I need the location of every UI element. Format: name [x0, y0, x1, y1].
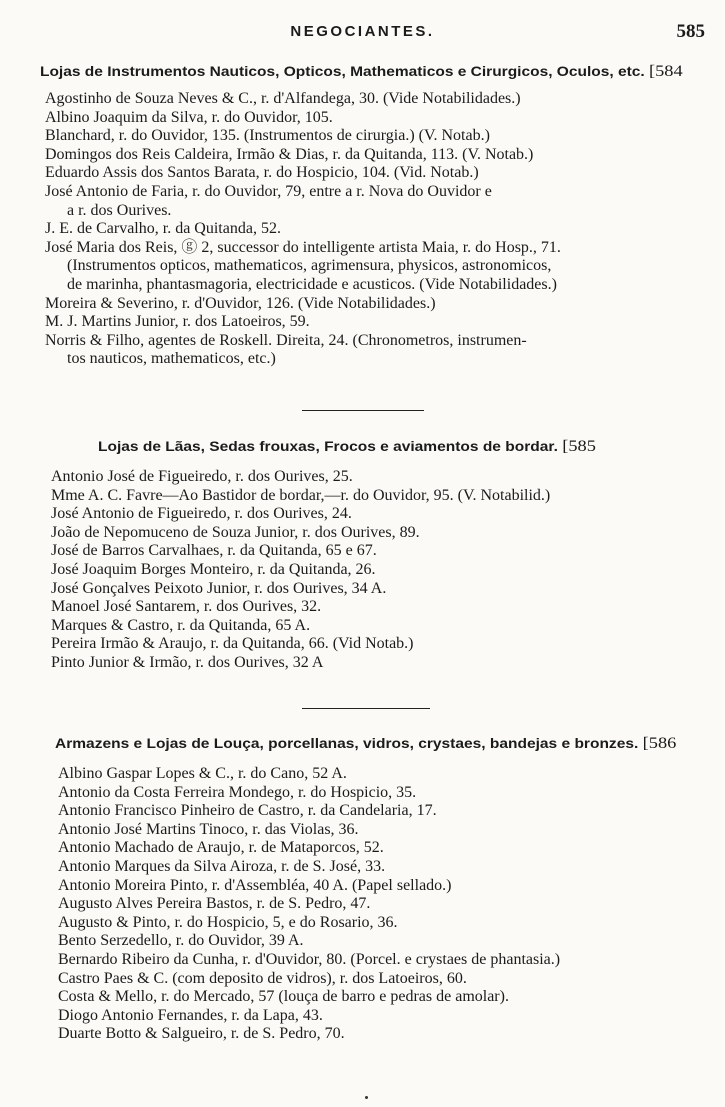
section-heading [98, 438, 596, 456]
list-item: Augusto & Pinto, r. do Hospicio, 5, e do Rosario, 36. [58, 913, 398, 931]
list-item-continuation: de marinha, phantasmagoria, electricidade e acusticos. (Vide Notabilidades.) [67, 275, 557, 293]
list-item: José de Barros Carvalhaes, r. da Quitanda, 65 e 67. [51, 542, 377, 560]
list-item: Albino Joaquim da Silva, r. do Ouvidor, 105. [45, 108, 333, 126]
list-item: Pinto Junior & Irmão, r. dos Ourives, 32 A [51, 653, 324, 671]
list-item: Blanchard, r. do Ouvidor, 135. (Instrumentos de cirurgia.) (V. Notab.) [45, 127, 490, 145]
section-heading-text: Armazens e Lojas de Louça, porcellanas, vidros, crystaes, bandejas e bronzes. [55, 736, 639, 751]
section-ref: [584 [649, 63, 683, 80]
list-item-continuation: tos nauticos, mathematicos, etc.) [67, 350, 276, 368]
list-item: Castro Paes & C. (com deposito de vidros), r. dos Latoeiros, 60. [58, 969, 467, 987]
list-item: Bento Serzedello, r. do Ouvidor, 39 A. [58, 932, 304, 950]
list-item: Costa & Mello, r. do Mercado, 57 (louça de barro e pedras de amolar). [58, 988, 509, 1006]
section-heading-text: Lojas de Instrumentos Nauticos, Opticos, Mathematicos e Cirurgicos, Oculos, etc. [40, 64, 645, 79]
list-item: Albino Gaspar Lopes & C., r. do Cano, 52 A. [58, 765, 347, 782]
list-item: Antonio Francisco Pinheiro de Castro, r. da Candelaria, 17. [58, 802, 437, 820]
list-item: José Antonio de Faria, r. do Ouvidor, 79, entre a r. Nova do Ouvidor e [45, 182, 492, 200]
running-head [0, 23, 725, 45]
list-item: Agostinho de Souza Neves & C., r. d'Alfandega, 30. (Vide Notabilidades.) [45, 90, 521, 107]
section-entries [45, 90, 681, 369]
list-item: Pereira Irmão & Araujo, r. da Quitanda, 66. (Vid Notab.) [51, 635, 414, 653]
list-item: José Maria dos Reis, ⓖ 2, successor do intelligente artista Maia, r. do Hosp., 71. [45, 238, 561, 256]
print-mark [365, 1096, 368, 1099]
list-item: Mme A. C. Favre—Ao Bastidor de bordar,—r. do Ouvidor, 95. (V. Notabilid.) [51, 486, 551, 504]
section-entries [51, 468, 681, 673]
list-item: Moreira & Severino, r. d'Ouvidor, 126. (Vide Notabilidades.) [45, 294, 436, 312]
list-item: Bernardo Ribeiro da Cunha, r. d'Ouvidor, 80. (Porcel. e crystaes de phantasia.) [58, 950, 561, 968]
section-heading [40, 63, 683, 81]
list-item: Antonio Marques da Silva Airoza, r. de S. José, 33. [58, 857, 386, 875]
list-item: Domingos dos Reis Caldeira, Irmão & Dias, r. da Quitanda, 113. (V. Notab.) [45, 145, 534, 163]
list-item: Augusto Alves Pereira Bastos, r. de S. Pedro, 47. [58, 895, 371, 913]
section-divider [302, 410, 424, 411]
list-item: Antonio da Costa Ferreira Mondego, r. do Hospicio, 35. [58, 783, 417, 801]
section-heading [55, 735, 676, 753]
list-item: Marques & Castro, r. da Quitanda, 65 A. [51, 616, 311, 634]
running-title: NEGOCIANTES. [290, 23, 435, 40]
list-item-continuation: a r. dos Ourives. [67, 201, 172, 219]
list-item: Antonio José de Figueiredo, r. dos Ourives, 25. [51, 468, 353, 485]
list-item: Antonio José Martins Tinoco, r. das Violas, 36. [58, 820, 359, 838]
list-item: João de Nepomuceno de Souza Junior, r. dos Ourives, 89. [51, 523, 420, 541]
list-item: Norris & Filho, agentes de Roskell. Direita, 24. (Chronometros, instrumen- [45, 331, 527, 349]
list-item: Duarte Botto & Salgueiro, r. de S. Pedro, 70. [58, 1025, 345, 1043]
list-item: Antonio Machado de Araujo, r. de Mataporcos, 52. [58, 839, 384, 857]
section-ref: [585 [562, 438, 596, 455]
section-ref: [586 [642, 735, 677, 752]
list-item: José Gonçalves Peixoto Junior, r. dos Ourives, 34 A. [51, 579, 387, 597]
page-number: 585 [676, 21, 705, 42]
section-divider [302, 708, 430, 709]
list-item: Antonio Moreira Pinto, r. d'Assembléa, 40 A. (Papel sellado.) [58, 876, 452, 894]
section-entries [58, 765, 688, 1044]
list-item-continuation: (Instrumentos opticos, mathematicos, agrimensura, physicos, astronomicos, [67, 257, 552, 275]
list-item: M. J. Martins Junior, r. dos Latoeiros, 59. [45, 313, 310, 331]
list-item: Eduardo Assis dos Santos Barata, r. do Hospicio, 104. (Vid. Notab.) [45, 164, 479, 182]
list-item: J. E. de Carvalho, r. da Quitanda, 52. [45, 220, 281, 238]
list-item: José Joaquim Borges Monteiro, r. da Quitanda, 26. [51, 560, 376, 578]
list-item: Diogo Antonio Fernandes, r. da Lapa, 43. [58, 1006, 323, 1024]
list-item: José Antonio de Figueiredo, r. dos Ourives, 24. [51, 505, 352, 523]
section-heading-text: Lojas de Lãas, Sedas frouxas, Frocos e aviamentos de bordar. [98, 439, 558, 454]
list-item: Manoel José Santarem, r. dos Ourives, 32. [51, 598, 322, 616]
